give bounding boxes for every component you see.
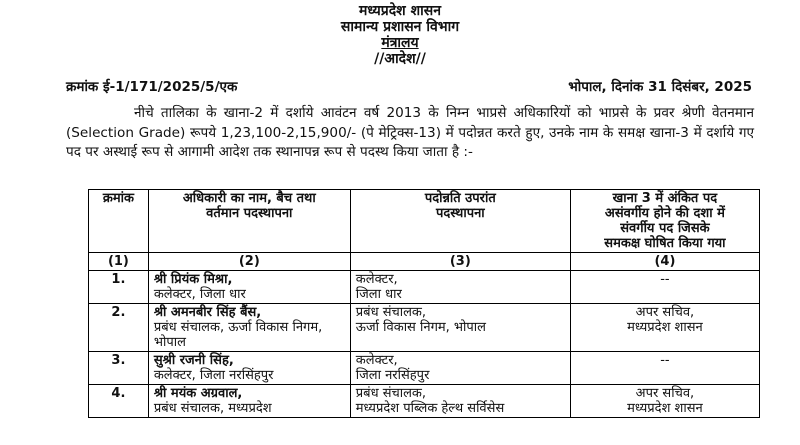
reference-line bbox=[66, 77, 752, 95]
officer-name: श्री अमनबीर सिंह बैंस, bbox=[153, 305, 262, 320]
serial-number: 1. bbox=[89, 271, 149, 304]
serial-number: 3. bbox=[89, 352, 149, 385]
promotion-table bbox=[88, 189, 760, 418]
body-text: नीचे तालिका के खाना-2 में दर्शाये आवंटन वर्ष 2013 के निम्न भाप्रसे अधिकारियों को भाप्रसे के प्रवर श्रेणी वेतनमान (Selection Grade) रूपये 1,23,100-2,15,900/- (पे मेट्रिक्स-13) में पदोन्नत करते हुए, उनके नाम के समक्ष खाना-3 में दर्शाये गए पद पर अस्थाई रूप से आगामी आदेश तक स्थानापन्न रूप से पदस्थ किया जाता है :- bbox=[66, 105, 754, 160]
officer-cell bbox=[148, 385, 350, 418]
col-number: (4) bbox=[570, 253, 759, 271]
serial-number: 2. bbox=[89, 304, 149, 352]
equivalent-post: -- bbox=[570, 271, 759, 304]
department-name: सामान्य प्रशासन विभाग bbox=[340, 19, 460, 35]
header-equivalent: खाना 3 में अंकित पद असंवर्गीय होने की दशा में संवर्गीय पद जिसके समकक्ष घोषित किया गया bbox=[570, 190, 759, 253]
document-header bbox=[0, 3, 800, 67]
order-label: //आदेश// bbox=[374, 51, 426, 67]
officer-cell bbox=[148, 352, 350, 385]
header-serial: क्रमांक bbox=[89, 190, 149, 253]
current-posting: कलेक्टर, जिला धार bbox=[153, 287, 246, 302]
officer-name: सुश्री रजनी सिंह, bbox=[153, 353, 234, 368]
officer-cell bbox=[148, 271, 350, 304]
officer-name: श्री मयंक अग्रवाल, bbox=[153, 386, 243, 401]
serial-number: 4. bbox=[89, 385, 149, 418]
place-date: भोपाल, दिनांक 31 दिसंबर, 2025 bbox=[568, 79, 752, 95]
promoted-posting: कलेक्टर, जिला नरसिंहपुर bbox=[350, 352, 570, 385]
equivalent-post: -- bbox=[570, 352, 759, 385]
current-posting: कलेक्टर, जिला नरसिंहपुर bbox=[153, 368, 274, 383]
col-number: (3) bbox=[350, 253, 570, 271]
equivalent-post: अपर सचिव, मध्यप्रदेश शासन bbox=[570, 385, 759, 418]
promoted-posting: प्रबंध संचालक, मध्यप्रदेश पब्लिक हेल्थ सर्विसेस bbox=[350, 385, 570, 418]
col-number: (1) bbox=[89, 253, 149, 271]
current-posting: प्रबंध संचालक, ऊर्जा विकास निगम, भोपाल bbox=[153, 320, 323, 350]
promoted-posting: कलेक्टर, जिला धार bbox=[350, 271, 570, 304]
secretariat-name: मंत्रालय bbox=[381, 35, 419, 51]
promoted-posting: प्रबंध संचालक, ऊर्जा विकास निगम, भोपाल bbox=[350, 304, 570, 352]
officer-cell bbox=[148, 304, 350, 352]
header-officer: अधिकारी का नाम, बैच तथा वर्तमान पदस्थापना bbox=[148, 190, 350, 253]
current-posting: प्रबंध संचालक, मध्यप्रदेश bbox=[153, 401, 272, 416]
col-number: (2) bbox=[148, 253, 350, 271]
government-name: मध्यप्रदेश शासन bbox=[359, 3, 441, 19]
table-row bbox=[89, 352, 760, 385]
table-row bbox=[89, 385, 760, 418]
equivalent-post: अपर सचिव, मध्यप्रदेश शासन bbox=[570, 304, 759, 352]
officer-name: श्री प्रियंक मिश्रा, bbox=[153, 272, 233, 287]
order-number: क्रमांक ई-1/171/2025/5/एक bbox=[66, 79, 238, 95]
column-number-row bbox=[89, 253, 760, 271]
table-header-row bbox=[89, 190, 760, 253]
header-posting: पदोन्नति उपरांत पदस्थापना bbox=[350, 190, 570, 253]
table-row bbox=[89, 271, 760, 304]
order-body bbox=[66, 104, 754, 163]
table-row bbox=[89, 304, 760, 352]
